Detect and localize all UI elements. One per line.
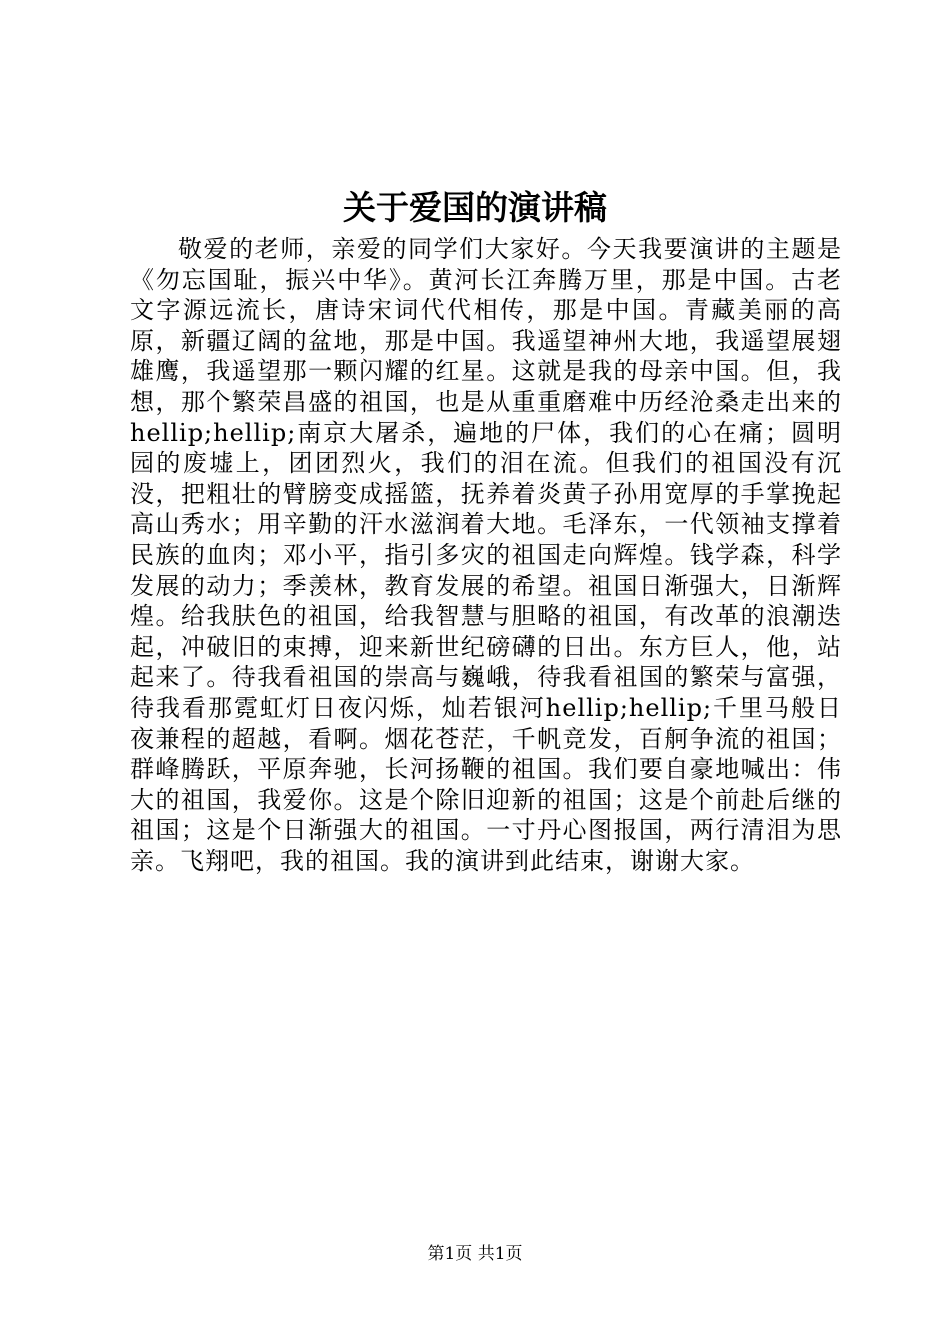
speech-body-paragraph: 敬爱的老师，亲爱的同学们大家好。今天我要演讲的主题是《勿忘国耻，振兴中华》。黄河长江奔腾万里，那是中国。古老文字源远流长，唐诗宋词代代相传，那是中国。青藏美丽的高原，新疆辽阔的盆地，那是中国。我遥望神州大地，我遥望展翅雄鹰，我遥望那一颗闪耀的红星。这就是我的母亲中国。但，我想，那个繁荣昌盛的祖国，也是从重重磨难中历经沧桑走出来的hellip;hellip;南京大屠杀，遍地的尸体，我们的心在痛；圆明园的废墟上，团团烈火，我们的泪在流。但我们的祖国没有沉没，把粗壮的臂膀变成摇篮，抚养着炎黄子孙用宽厚的手掌挽起高山秀水；用辛勤的汗水滋润着大地。毛泽东，一代领袖支撑着民族的血肉；邓小平，指引多灾的祖国走向辉煌。钱学森，科学发展的动力；季羡林，教育发展的希望。祖国日渐强大，日渐辉煌。给我肤色的祖国，给我智慧与胆略的祖国，有改革的浪潮迭起，冲破旧的束搏，迎来新世纪磅礴的日出。东方巨人，他，站起来了。待我看祖国的崇高与巍峨，待我看祖国的繁荣与富强，待我看那霓虹灯日夜闪烁，灿若银河hellip;hellip;千里马般日夜兼程的超越，看啊。烟花苍茫，千帆竞发，百舸争流的祖国；群峰腾跃，平原奔驰，长河扬鞭的祖国。我们要自豪地喊出：伟大的祖国，我爱你。这是个除旧迎新的祖国；这是个前赴后继的祖国；这是个日渐强大的祖国。一寸丹心图报国，两行清泪为思亲。飞翔吧，我的祖国。我的演讲到此结束，谢谢大家。	[130, 235, 842, 875]
page-number-footer: 第1页 共1页	[427, 1244, 523, 1264]
document-title: 关于爱国的演讲稿	[343, 188, 607, 227]
